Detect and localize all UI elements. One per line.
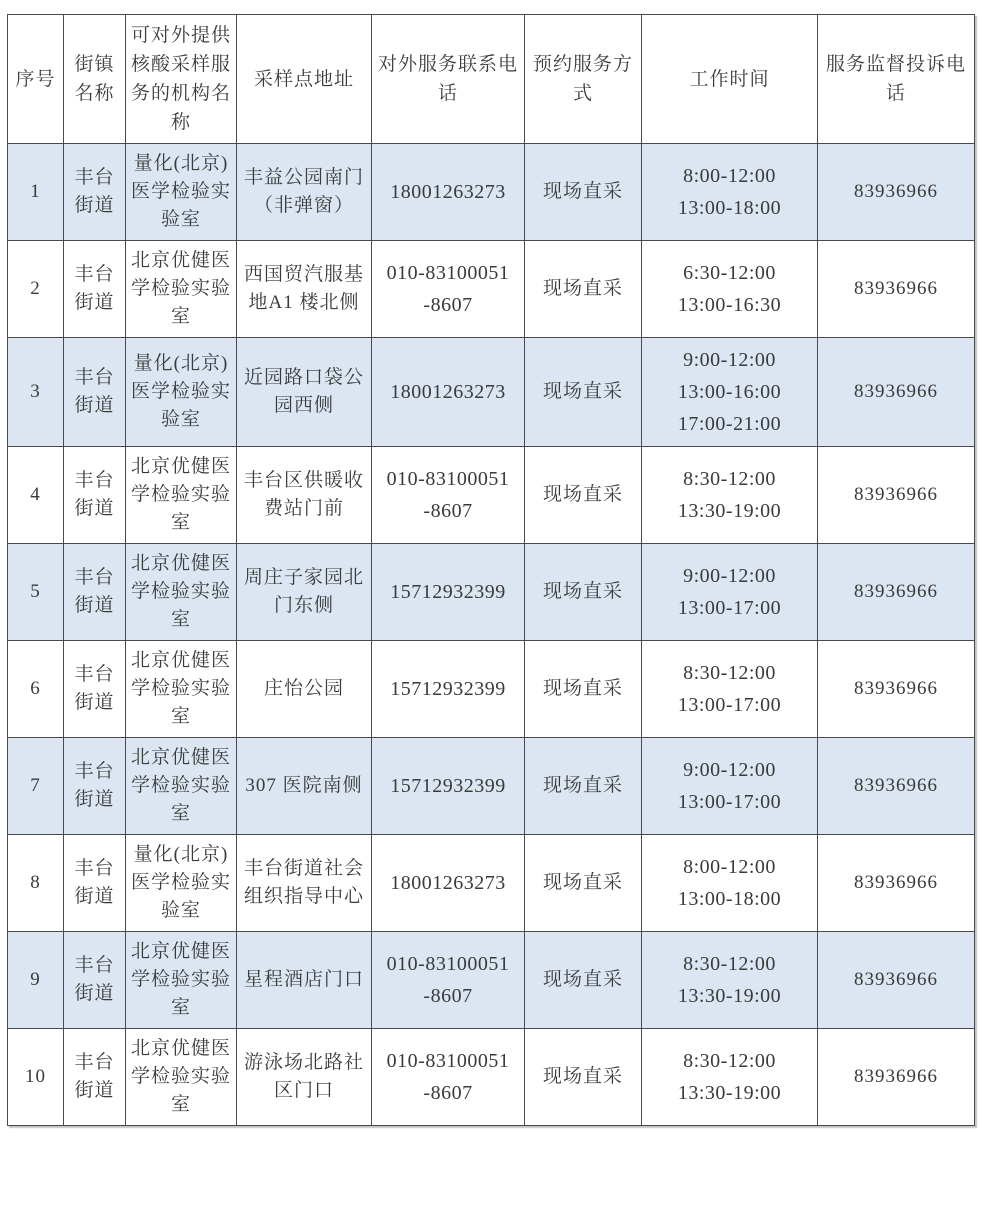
cell-address: 星程酒店门口: [237, 932, 372, 1029]
column-header-complaint: 服务监督投诉电话: [818, 15, 975, 144]
cell-serial: 9: [8, 932, 64, 1029]
cell-serial: 4: [8, 447, 64, 544]
table-row: [8, 241, 975, 338]
cell-town: 丰台街道: [64, 447, 126, 544]
cell-address: 周庄子家园北门东侧: [237, 544, 372, 641]
cell-address: 西国贸汽服基地A1 楼北侧: [237, 241, 372, 338]
cell-serial: 2: [8, 241, 64, 338]
cell-complaint-phone: 83936966: [818, 641, 975, 738]
cell-booking: 现场直采: [525, 447, 642, 544]
cell-phone: 15712932399: [372, 738, 525, 835]
cell-working-hours: 6:30-12:00 13:00-16:30: [642, 241, 818, 338]
cell-complaint-phone: 83936966: [818, 447, 975, 544]
cell-working-hours: 8:30-12:00 13:30-19:00: [642, 932, 818, 1029]
cell-booking: 现场直采: [525, 1029, 642, 1126]
cell-address: 丰台街道社会组织指导中心: [237, 835, 372, 932]
cell-complaint-phone: 83936966: [818, 1029, 975, 1126]
cell-org: 北京优健医学检验实验室: [126, 641, 237, 738]
cell-phone: 18001263273: [372, 338, 525, 447]
cell-working-hours: 8:00-12:00 13:00-18:00: [642, 835, 818, 932]
column-header-booking: 预约服务方式: [525, 15, 642, 144]
table-row: [8, 544, 975, 641]
cell-town: 丰台街道: [64, 932, 126, 1029]
cell-serial: 1: [8, 144, 64, 241]
cell-org: 量化(北京)医学检验实验室: [126, 338, 237, 447]
cell-booking: 现场直采: [525, 544, 642, 641]
table-row: [8, 835, 975, 932]
cell-complaint-phone: 83936966: [818, 144, 975, 241]
cell-working-hours: 8:30-12:00 13:30-19:00: [642, 447, 818, 544]
cell-booking: 现场直采: [525, 641, 642, 738]
cell-town: 丰台街道: [64, 835, 126, 932]
table-row: [8, 641, 975, 738]
cell-working-hours: 8:30-12:00 13:30-19:00: [642, 1029, 818, 1126]
table-row: [8, 932, 975, 1029]
cell-org: 量化(北京)医学检验实验室: [126, 144, 237, 241]
table-body: [8, 144, 975, 1126]
cell-serial: 7: [8, 738, 64, 835]
cell-town: 丰台街道: [64, 641, 126, 738]
cell-complaint-phone: 83936966: [818, 835, 975, 932]
cell-org: 北京优健医学检验实验室: [126, 932, 237, 1029]
cell-working-hours: 9:00-12:00 13:00-16:00 17:00-21:00: [642, 338, 818, 447]
cell-booking: 现场直采: [525, 738, 642, 835]
sampling-points-table: [7, 14, 975, 1126]
column-header-address: 采样点地址: [237, 15, 372, 144]
cell-serial: 3: [8, 338, 64, 447]
cell-complaint-phone: 83936966: [818, 338, 975, 447]
cell-serial: 8: [8, 835, 64, 932]
header-row: [8, 15, 975, 144]
table-row: [8, 447, 975, 544]
cell-org: 量化(北京)医学检验实验室: [126, 835, 237, 932]
cell-phone: 18001263273: [372, 835, 525, 932]
cell-org: 北京优健医学检验实验室: [126, 1029, 237, 1126]
cell-town: 丰台街道: [64, 1029, 126, 1126]
cell-org: 北京优健医学检验实验室: [126, 241, 237, 338]
cell-complaint-phone: 83936966: [818, 932, 975, 1029]
cell-complaint-phone: 83936966: [818, 241, 975, 338]
cell-phone: 18001263273: [372, 144, 525, 241]
cell-booking: 现场直采: [525, 241, 642, 338]
cell-working-hours: 8:30-12:00 13:00-17:00: [642, 641, 818, 738]
cell-booking: 现场直采: [525, 144, 642, 241]
cell-org: 北京优健医学检验实验室: [126, 738, 237, 835]
cell-serial: 10: [8, 1029, 64, 1126]
cell-booking: 现场直采: [525, 338, 642, 447]
cell-address: 庄怡公园: [237, 641, 372, 738]
cell-town: 丰台街道: [64, 241, 126, 338]
cell-phone: 010-83100051 -8607: [372, 932, 525, 1029]
cell-phone: 010-83100051 -8607: [372, 1029, 525, 1126]
cell-address: 游泳场北路社区门口: [237, 1029, 372, 1126]
table-header: [8, 15, 975, 144]
column-header-hours: 工作时间: [642, 15, 818, 144]
table-row: [8, 1029, 975, 1126]
cell-address: 307 医院南侧: [237, 738, 372, 835]
cell-serial: 6: [8, 641, 64, 738]
column-header-phone: 对外服务联系电话: [372, 15, 525, 144]
cell-working-hours: 9:00-12:00 13:00-17:00: [642, 738, 818, 835]
cell-complaint-phone: 83936966: [818, 544, 975, 641]
cell-town: 丰台街道: [64, 338, 126, 447]
cell-town: 丰台街道: [64, 738, 126, 835]
cell-serial: 5: [8, 544, 64, 641]
cell-working-hours: 8:00-12:00 13:00-18:00: [642, 144, 818, 241]
cell-phone: 010-83100051 -8607: [372, 447, 525, 544]
cell-working-hours: 9:00-12:00 13:00-17:00: [642, 544, 818, 641]
table-row: [8, 144, 975, 241]
cell-org: 北京优健医学检验实验室: [126, 447, 237, 544]
column-header-town: 街镇名称: [64, 15, 126, 144]
table-row: [8, 338, 975, 447]
cell-complaint-phone: 83936966: [818, 738, 975, 835]
cell-town: 丰台街道: [64, 144, 126, 241]
table-row: [8, 738, 975, 835]
cell-booking: 现场直采: [525, 835, 642, 932]
cell-phone: 010-83100051 -8607: [372, 241, 525, 338]
cell-address: 丰益公园南门（非弹窗）: [237, 144, 372, 241]
cell-org: 北京优健医学检验实验室: [126, 544, 237, 641]
cell-booking: 现场直采: [525, 932, 642, 1029]
cell-address: 丰台区供暖收费站门前: [237, 447, 372, 544]
cell-address: 近园路口袋公园西侧: [237, 338, 372, 447]
cell-town: 丰台街道: [64, 544, 126, 641]
column-header-serial: 序号: [8, 15, 64, 144]
cell-phone: 15712932399: [372, 544, 525, 641]
column-header-org: 可对外提供核酸采样服务的机构名称: [126, 15, 237, 144]
cell-phone: 15712932399: [372, 641, 525, 738]
